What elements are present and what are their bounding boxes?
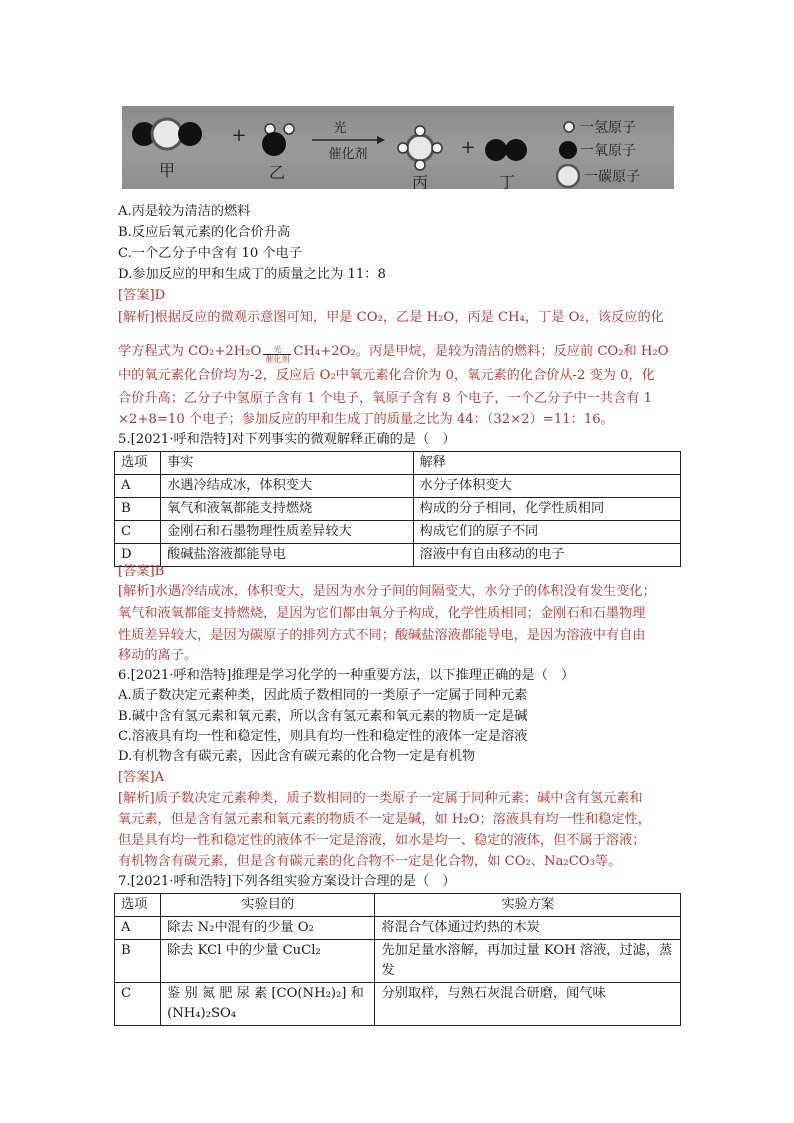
hydrogen-atom-icon: [398, 143, 408, 153]
table-cell: A: [115, 475, 161, 498]
table-cell: C: [115, 521, 161, 544]
reaction-diagram: [122, 106, 674, 189]
q5-analysis-line-2: 氧气和液氧都能支持燃烧，是因为它们都由氧分子构成，化学性质相同；金刚石和石墨物理: [118, 606, 646, 621]
table-row: [115, 521, 681, 544]
reaction-diagram-svg: [122, 106, 674, 189]
q4-analysis-line-2: [118, 342, 669, 364]
q4-analysis-line-5: ×2+8=10 个电子；参加反应的甲和生成丁的质量之比为 44：（32×2）=11：16。: [118, 412, 614, 427]
q4-equation-right: CH₄+2O₂。丙是甲烷，是较为清洁的燃料；反应前 CO₂和 H₂O: [293, 344, 669, 359]
table-cell: 将混合气体通过灼热的木炭: [375, 917, 681, 940]
table-row: [115, 475, 681, 498]
hydrogen-atom-icon: [284, 124, 294, 134]
carbon-atom-icon: [152, 119, 182, 149]
table-row: [115, 983, 681, 1026]
arrow-top-label: 光: [333, 121, 347, 136]
q6-stem: 6.[2021·呼和浩特]推理是学习化学的一种重要方法，以下推理正确的是（ ）: [118, 668, 575, 683]
q6-analysis-line-1: [解析]质子数决定元素种类，质子数相同的一类原子一定属于同种元素；碱中含有氢元素和: [118, 791, 643, 806]
carbon-atom-icon: [407, 135, 433, 161]
q6-option-d: D.有机物含有碳元素，因此含有碳元素的化合物一定是有机物: [118, 749, 476, 764]
table-row: [115, 940, 681, 983]
legend-oxygen-icon: [559, 141, 577, 159]
q5-analysis-line-1: [解析]水遇冷结成冰，体积变大，是因为水分子间的间隔变大，水分子的体积没有发生变化；: [118, 584, 656, 599]
table-cell: 酸碱盐溶液都能导电: [161, 544, 413, 567]
table-row: [115, 498, 681, 521]
plus-sign-2: +: [460, 137, 476, 158]
q4-analysis-line-4: 合价升高；乙分子中氢原子含有 1 个电子，氧原子含有 8 个电子，一个乙分子中一共含有 1: [118, 391, 653, 406]
table-cell: B: [115, 498, 161, 521]
arrow-bottom-label: 催化剂: [328, 147, 368, 162]
oxygen-atom-icon: [262, 132, 286, 156]
table-cell: 鉴 别 氮 肥 尿 素 [CO(NH₂)₂] 和 (NH₄)₂SO₄: [161, 983, 375, 1026]
table-header: 选项: [115, 894, 161, 917]
hydrogen-atom-icon: [415, 160, 425, 170]
arrow-head-icon: [377, 136, 385, 144]
q5-analysis-line-3: 性质差异较大，是因为碳原子的排列方式不同；酸碱盐溶液都能导电，是因为溶液中有自由: [118, 628, 646, 643]
table-cell: 构成它们的原子不同: [413, 521, 680, 544]
table-cell: 氧气和液氧都能支持燃烧: [161, 498, 413, 521]
table-header-row: [115, 452, 681, 475]
q6-option-c: C.溶液具有均一性和稳定性，则具有均一性和稳定性的液体一定是溶液: [118, 729, 528, 744]
q4-analysis-line-1: [解析]根据反应的微观示意图可知，甲是 CO₂，乙是 H₂O，丙是 CH₄，丁是 O₂，该反应的化: [118, 310, 664, 325]
q6-analysis-line-4: 有机物含有碳元素，但是含有碳元素的化合物不一定是化合物，如 CO₂、Na₂CO₃等。: [118, 854, 622, 869]
legend-carbon-label: 一碳原子: [584, 169, 640, 185]
table-cell: D: [115, 544, 161, 567]
reaction-condition: $\frac{\text{光}}{\text{催化剂}}$: [265, 345, 290, 364]
q4-option-d: D.参加反应的甲和生成丁的质量之比为 11：8: [118, 267, 386, 282]
q4-option-b: B.反应后氧元素的化合价升高: [118, 225, 291, 240]
q6-analysis-line-2: 氧元素，但是含有氢元素和氧元素的物质不一定是碱，如 H₂O；溶液具有均一性和稳定性，: [118, 812, 651, 827]
table-cell: 先加足量水溶解，再加过量 KOH 溶液，过滤，蒸发: [375, 940, 681, 983]
table-cell: 金刚石和石墨物理性质差异较大: [161, 521, 413, 544]
legend-carbon-icon: [557, 165, 579, 187]
table-header: 实验方案: [375, 894, 681, 917]
table-cell: 溶液中有自由移动的电子: [413, 544, 680, 567]
hydrogen-atom-icon: [432, 143, 442, 153]
table-header: 实验目的: [161, 894, 375, 917]
table-cell: C: [115, 983, 161, 1026]
q4-analysis-line-3: 中的氧元素化合价均为-2，反应后 O₂中氧元素化合价为 0，氧元素的化合价从-2 变为 0，化: [118, 368, 655, 383]
table-header: 选项: [115, 452, 161, 475]
label-ding: 丁: [498, 173, 516, 189]
oxygen-atom-icon: [485, 139, 507, 161]
table-cell: 除去 N₂中混有的少量 O₂: [161, 917, 375, 940]
table-header: 事实: [161, 452, 413, 475]
q6-option-b: B.碱中含有氢元素和氧元素，所以含有氢元素和氧元素的物质一定是碱: [118, 709, 528, 724]
table-cell: 构成的分子相同，化学性质相同: [413, 498, 680, 521]
q7-stem: 7.[2021·呼和浩特]下列各组实验方案设计合理的是（ ）: [118, 874, 456, 889]
q4-option-a: A.丙是较为清洁的燃料: [118, 204, 251, 219]
q5-analysis-line-4: 移动的离子。: [118, 648, 198, 663]
legend-oxygen-label: 一氧原子: [580, 143, 636, 159]
hydrogen-atom-icon: [415, 126, 425, 136]
label-bing: 丙: [411, 173, 429, 189]
plus-sign-1: +: [231, 125, 247, 146]
table-cell: 除去 KCl 中的少量 CuCl₂: [161, 940, 375, 983]
label-yi: 乙: [268, 163, 286, 182]
legend-hydrogen-label: 一氢原子: [580, 120, 636, 136]
q4-answer: [答案]D: [118, 288, 166, 303]
q7-table: [114, 893, 681, 1026]
table-header: 解释: [413, 452, 680, 475]
table-cell: 水分子体积变大: [413, 475, 680, 498]
oxygen-atom-icon: [505, 139, 527, 161]
table-header-row: [115, 894, 681, 917]
table-cell: 分别取样，与熟石灰混合研磨，闻气味: [375, 983, 681, 1026]
q4-equation-left: 学方程式为 CO₂+2H₂O: [118, 344, 262, 359]
q6-answer: [答案]A: [118, 770, 165, 785]
q5-table: [114, 451, 681, 567]
table-row: [115, 917, 681, 940]
q5-stem: 5.[2021·呼和浩特]对下列事实的微观解释正确的是（ ）: [118, 432, 456, 447]
table-cell: 水遇冷结成冰，体积变大: [161, 475, 413, 498]
label-jia: 甲: [158, 161, 176, 180]
table-row: [115, 544, 681, 567]
table-cell: A: [115, 917, 161, 940]
oxygen-atom-icon: [178, 122, 202, 146]
q6-option-a: A.质子数决定元素种类，因此质子数相同的一类原子一定属于同种元素: [118, 688, 528, 703]
q4-option-c: C.一个乙分子中含有 10 个电子: [118, 246, 303, 261]
table-cell: B: [115, 940, 161, 983]
q6-analysis-line-3: 但是具有均一性和稳定性的液体不一定是溶液，如水是均一、稳定的液体，但不属于溶液；: [118, 833, 646, 848]
q5-answer: [答案]B: [118, 564, 165, 579]
legend-hydrogen-icon: [564, 122, 574, 132]
